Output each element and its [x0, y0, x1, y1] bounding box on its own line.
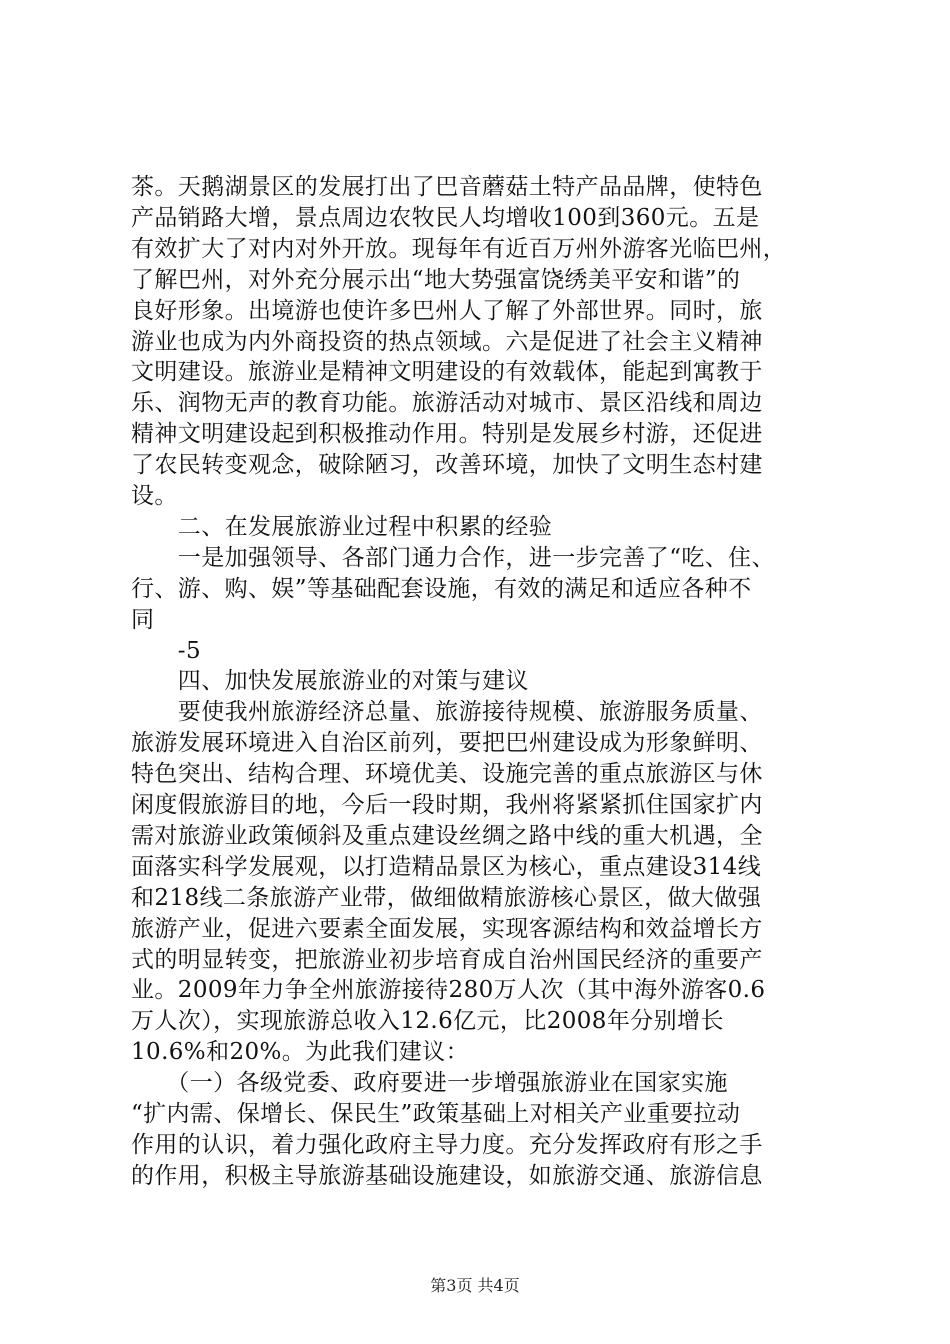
text-line: 了农民转变观念，破除陋习，改善环境，加快了文明生态村建 — [131, 452, 763, 478]
text-line: 旅游产业，促进六要素全面发展，实现客源结构和效益增长方 — [131, 916, 763, 942]
text-line: 茶。天鹅湖景区的发展打出了巴音蘑菇土特产品品牌，使特色 — [131, 174, 763, 200]
text-line: 良好形象。出境游也使许多巴州人了解了外部世界。同时，旅 — [131, 298, 763, 324]
page-footer: 第3页 共4页 — [430, 1276, 520, 1295]
text-line: 特色突出、结构合理、环境优美、设施完善的重点旅游区与休 — [131, 761, 763, 787]
text-line: 设。 — [131, 483, 178, 509]
text-line: 10.6%和20%。为此我们建议： — [131, 1039, 469, 1065]
text-line: 和218线二条旅游产业带，做细做精旅游核心景区，做大做强 — [131, 885, 762, 911]
text-line: 了解巴州，对外充分展示出“地大势强富饶绣美平安和谐”的 — [131, 267, 741, 293]
text-line: 的作用，积极主导旅游基础设施建设，如旅游交通、旅游信息 — [131, 1163, 763, 1189]
text-line: 行、游、购、娱”等基础配套设施，有效的满足和适应各种不 — [131, 576, 752, 602]
text-line: 式的明显转变，把旅游业初步培育成自治州国民经济的重要产 — [131, 947, 763, 973]
text-line: 需对旅游业政策倾斜及重点建设丝绸之路中线的重大机遇，全 — [131, 823, 763, 849]
text-line: 旅游发展环境进入自治区前列，要把巴州建设成为形象鲜明、 — [131, 730, 763, 756]
text-line: 作用的认识，着力强化政府主导力度。充分发挥政府有形之手 — [131, 1132, 763, 1158]
section-heading: 四、加快发展旅游业的对策与建议 — [131, 668, 529, 694]
text-line: 要使我州旅游经济总量、旅游接待规模、旅游服务质量、 — [131, 699, 763, 725]
text-line: （一）各级党委、政府要进一步增强旅游业在国家实施 — [131, 1070, 728, 1096]
text-line: “扩内需、保增长、保民生”政策基础上对相关产业重要拉动 — [131, 1101, 741, 1127]
text-line: 产品销路大增，景点周边农牧民人均增收100到360元。五是 — [131, 205, 760, 231]
text-line: 同 — [131, 607, 155, 633]
text-line: 面落实科学发展观，以打造精品景区为核心，重点建设314线 — [131, 854, 762, 880]
text-line: 业。2009年力争全州旅游接待280万人次（其中海外游客0.6 — [131, 977, 766, 1003]
text-line: 万人次），实现旅游总收入12.6亿元，比2008年分别增长 — [131, 1008, 724, 1034]
text-line: 文明建设。旅游业是精神文明建设的有效载体，能起到寓教于 — [131, 359, 763, 385]
text-line: 一是加强领导、各部门通力合作，进一步完善了“吃、住、 — [131, 545, 775, 571]
text-line: 有效扩大了对内对外开放。现每年有近百万州外游客光临巴州， — [131, 236, 787, 262]
text-line: 闲度假旅游目的地，今后一段时期，我州将紧紧抓住国家扩内 — [131, 792, 763, 818]
text-line: 精神文明建设起到积极推动作用。特别是发展乡村游，还促进 — [131, 421, 763, 447]
section-heading: 二、在发展旅游业过程中积累的经验 — [131, 514, 553, 540]
text-line: 乐、润物无声的教育功能。旅游活动对城市、景区沿线和周边 — [131, 390, 763, 416]
text-line: -5 — [131, 638, 202, 664]
text-line: 游业也成为内外商投资的热点领域。六是促进了社会主义精神 — [131, 329, 763, 355]
